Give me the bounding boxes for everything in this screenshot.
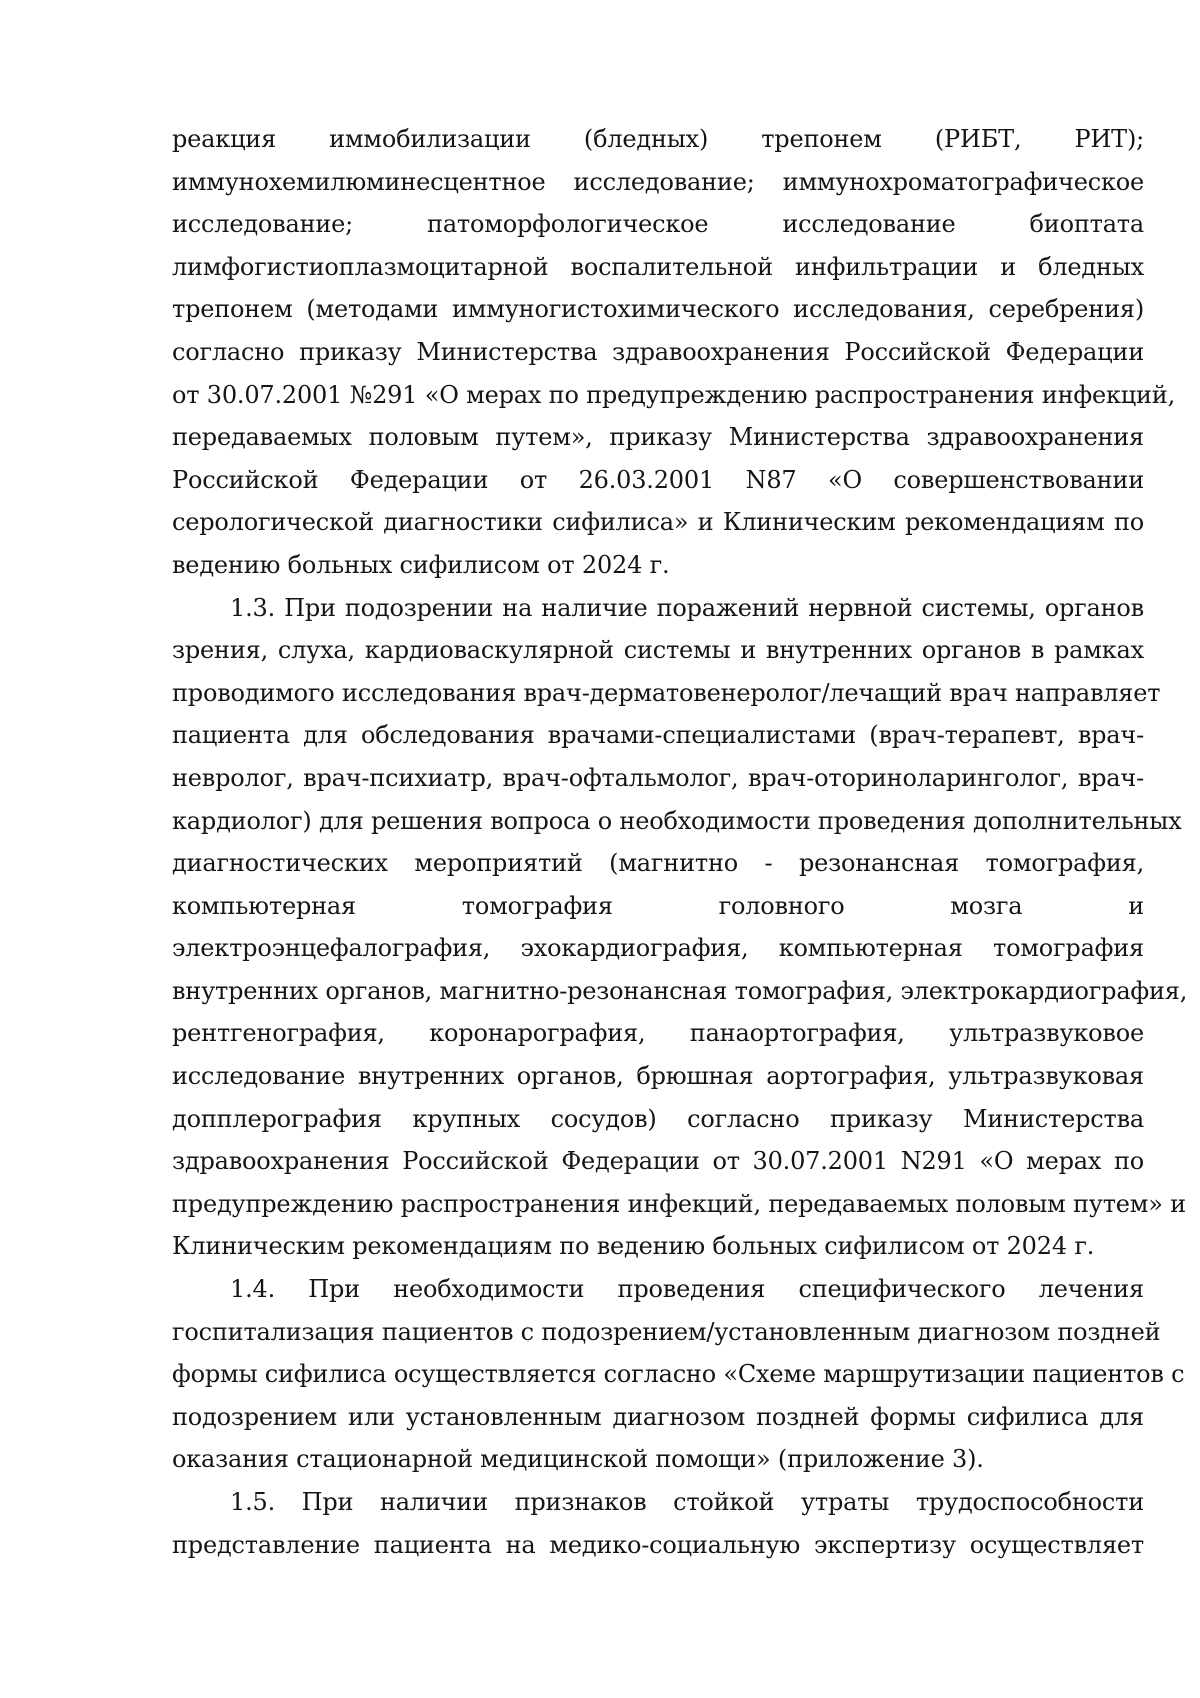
text-line: подозрением или установленным диагнозом поздней формы сифилиса для	[172, 1402, 1144, 1431]
text-line: рентгенография, коронарография, панаортография, ультразвуковое	[172, 1019, 1144, 1048]
text-line: госпитализация пациентов с подозрением/установленным диагнозом поздней	[172, 1317, 1161, 1346]
text-line: исследование внутренних органов, брюшная аортография, ультразвуковая	[172, 1062, 1144, 1091]
paragraph-1-3-start: 1.3. При подозрении на наличие поражений нервной системы, органов	[230, 593, 1144, 622]
text-line: трепонем (методами иммуногистохимического исследования, серебрения)	[172, 295, 1144, 324]
text-line: формы сифилиса осуществляется согласно «Схеме маршрутизации пациентов с	[172, 1360, 1185, 1389]
text-line: диагностических мероприятий (магнитно - резонансная томография,	[172, 849, 1144, 878]
paragraph-1-4-start: 1.4. При необходимости проведения специфического лечения	[230, 1275, 1144, 1304]
text-line: зрения, слуха, кардиоваскулярной системы и внутренних органов в рамках	[172, 636, 1144, 665]
text-line: лимфогистиоплазмоцитарной воспалительной инфильтрации и бледных	[172, 252, 1144, 281]
paragraph-1-5-start: 1.5. При наличии признаков стойкой утраты трудоспособности	[230, 1488, 1144, 1516]
text-line: электроэнцефалография, эхокардиография, компьютерная томография	[172, 934, 1144, 963]
text-line: оказания стационарной медицинской помощи» (приложение 3).	[172, 1445, 984, 1474]
text-line: согласно приказу Министерства здравоохранения Российской Федерации	[172, 337, 1144, 366]
text-line: здравоохранения Российской Федерации от 30.07.2001 N291 «О мерах по	[172, 1147, 1144, 1176]
text-line: передаваемых половым путем», приказу Министерства здравоохранения	[172, 423, 1144, 452]
text-line: Клиническим рекомендациям по ведению больных сифилисом от 2024 г.	[172, 1232, 1095, 1261]
text-line: кардиолог) для решения вопроса о необходимости проведения дополнительных	[172, 806, 1182, 835]
text-line: серологической диагностики сифилиса» и Клиническим рекомендациям по	[172, 508, 1144, 537]
document-page	[172, 118, 1188, 1566]
text-line: от 30.07.2001 №291 «О мерах по предупреждению распространения инфекций,	[172, 380, 1176, 409]
text-line: ведению больных сифилисом от 2024 г.	[172, 550, 670, 579]
text-line: компьютерная томография головного мозга и	[172, 891, 1144, 920]
text-line: допплерография крупных сосудов) согласно приказу Министерства	[172, 1104, 1144, 1133]
text-line: представление пациента на медико-социальную экспертизу осуществляет	[172, 1530, 1144, 1559]
text-line: проводимого исследования врач-дерматовенеролог/лечащий врач направляет	[172, 678, 1161, 707]
text-line: исследование; патоморфологическое исследование биоптата	[172, 210, 1144, 239]
text-line: предупреждению распространения инфекций, передаваемых половым путем» и	[172, 1189, 1186, 1218]
text-line: реакция иммобилизации (бледных) трепонем (РИБТ, РИТ);	[172, 125, 1144, 153]
text-line: невролог, врач-психиатр, врач-офтальмолог, врач-оториноларинголог, врач-	[172, 763, 1144, 792]
text-line: пациента для обследования врачами-специалистами (врач-терапевт, врач-	[172, 721, 1144, 750]
text-line: иммунохемилюминесцентное исследование; иммунохроматографическое	[172, 167, 1144, 196]
text-line: Российской Федерации от 26.03.2001 N87 «О совершенствовании	[172, 465, 1144, 494]
text-line: внутренних органов, магнитно-резонансная томография, электрокардиография,	[172, 976, 1188, 1005]
